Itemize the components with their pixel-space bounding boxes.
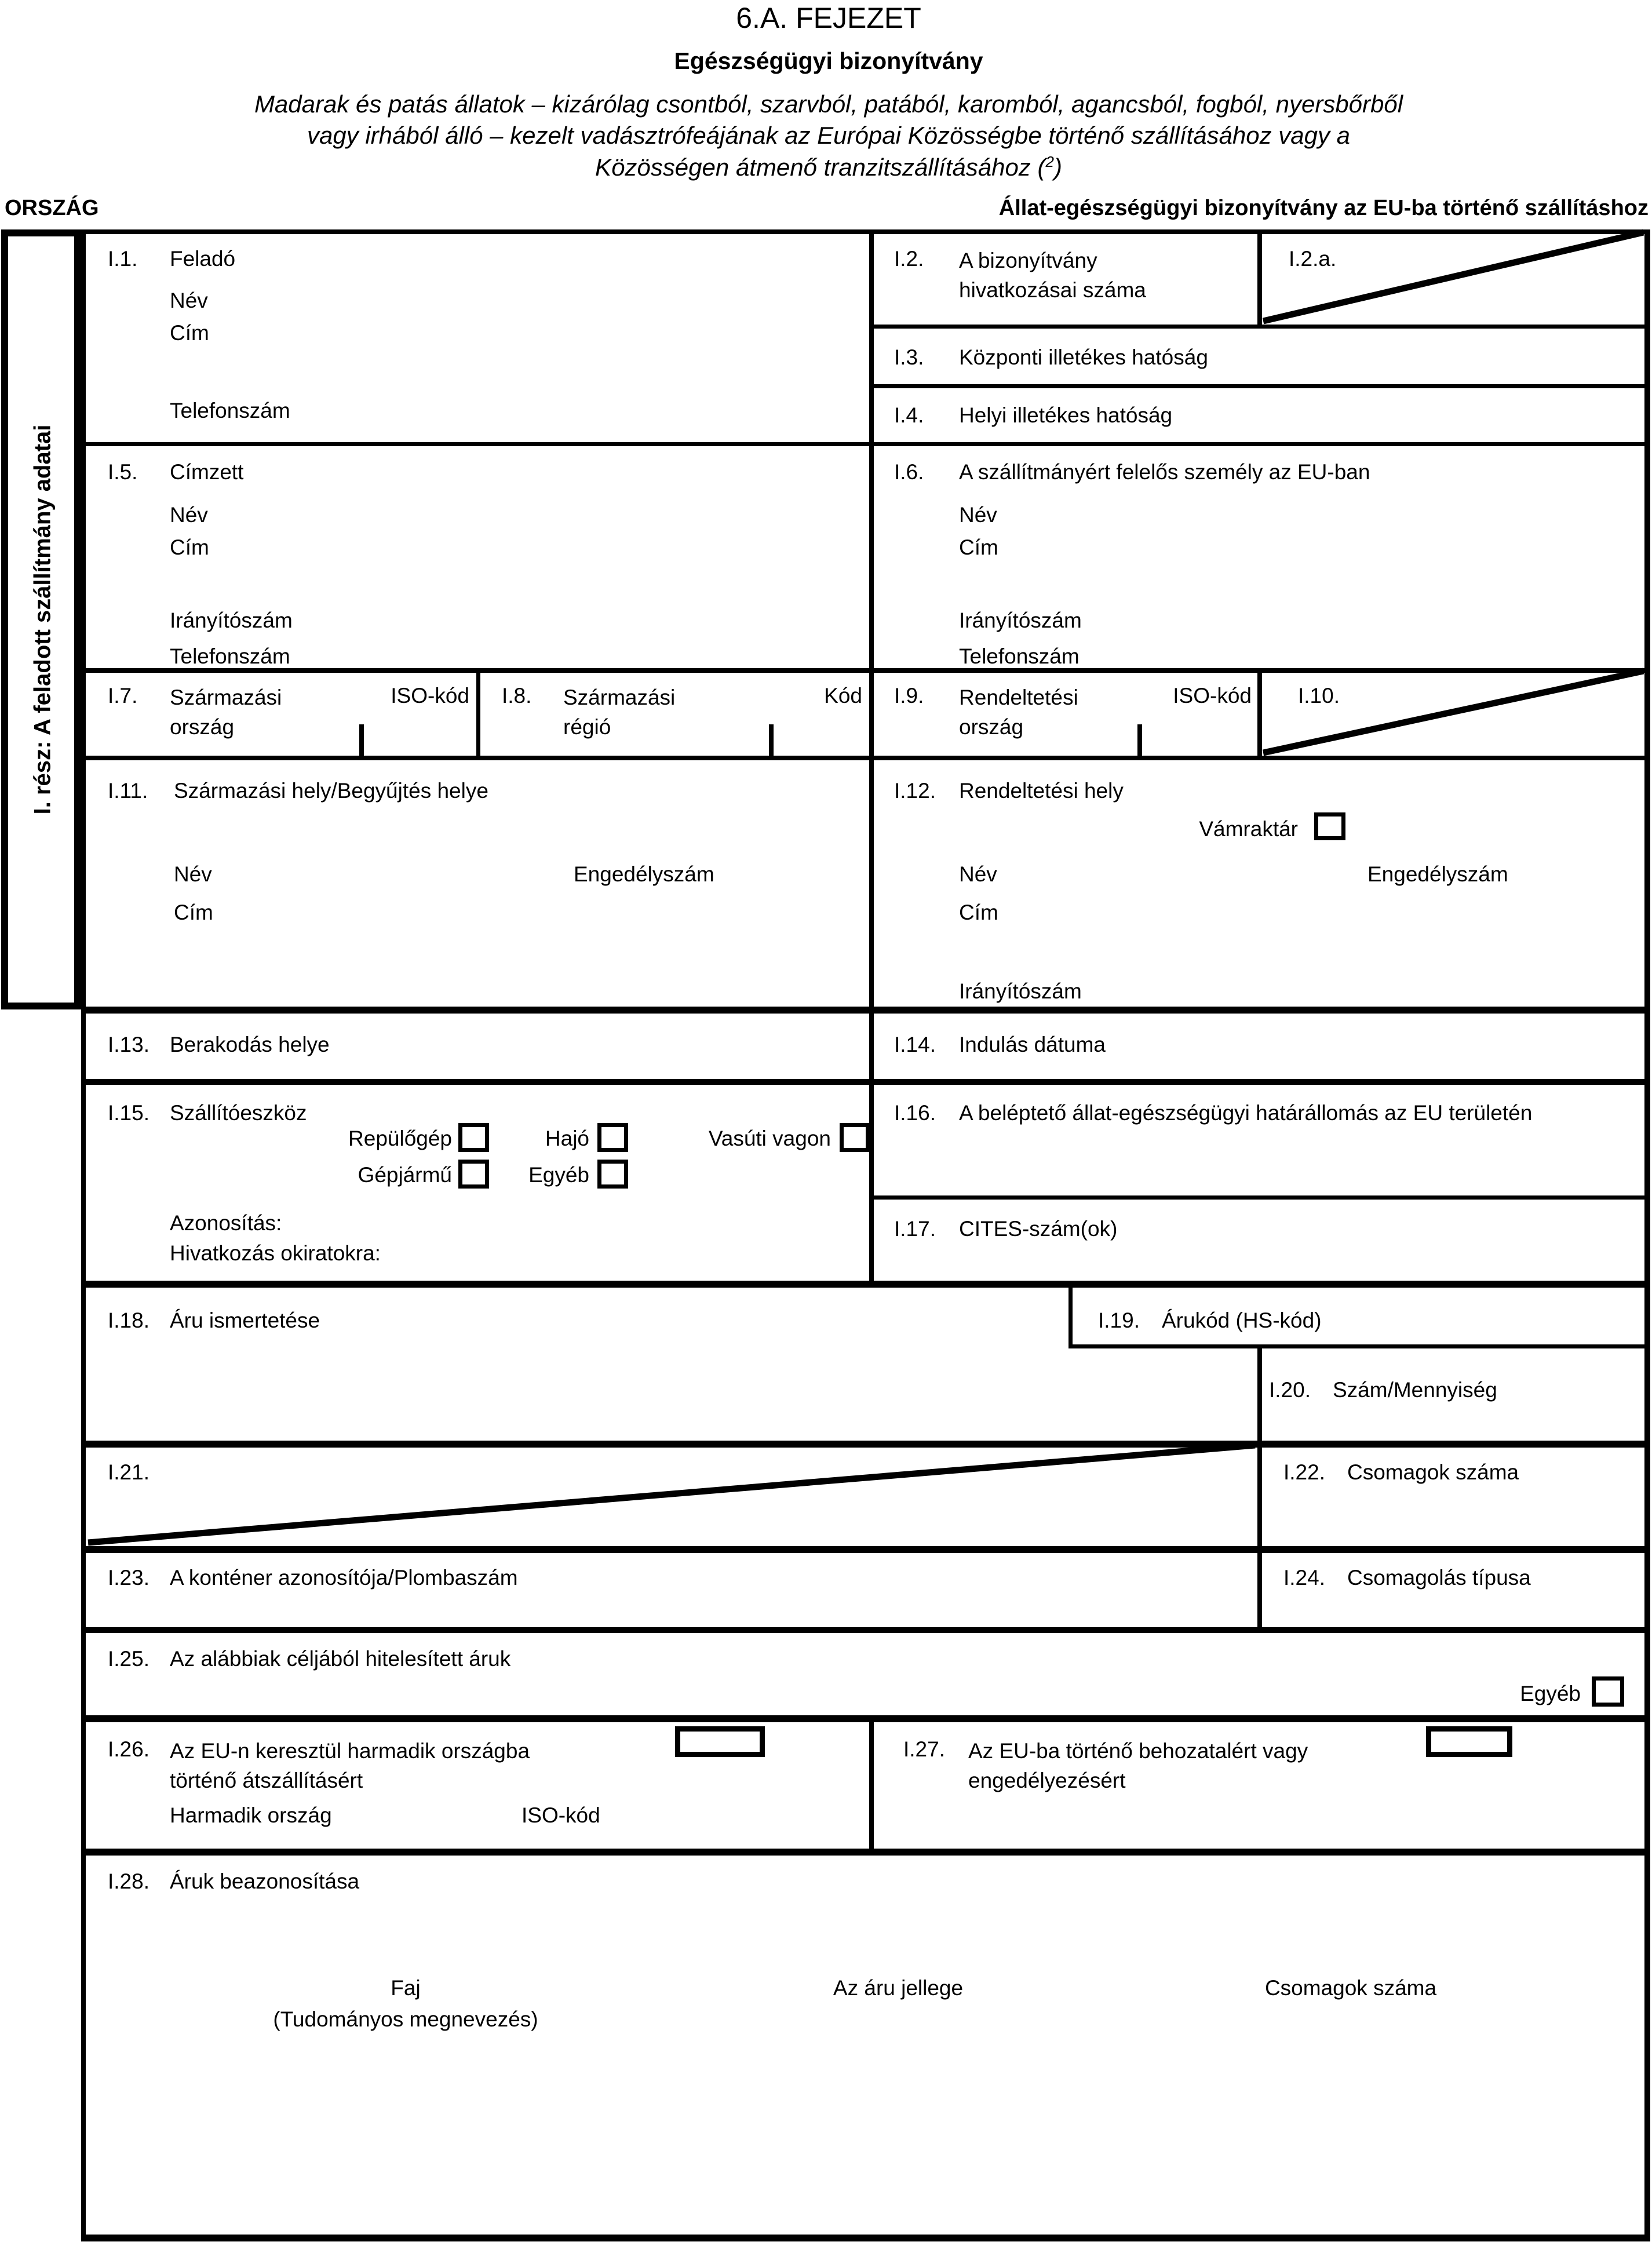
field-i1-label: Feladó — [170, 247, 236, 271]
certificate-title: Egészségügyi bizonyítvány — [674, 48, 983, 74]
i15-road-vehicle-checkbox[interactable] — [458, 1160, 489, 1189]
certificate-type-header: Állat-egészségügyi bizonyítvány az EU-ba történő szállításhoz — [998, 196, 1649, 220]
field-i1-address-label: Cím — [170, 321, 209, 345]
description-line3-post: ) — [1053, 154, 1062, 181]
country-label: ORSZÁG — [5, 196, 99, 220]
field-i18-number: I.18. — [108, 1308, 149, 1332]
field-i26-label-line1: Az EU-n keresztül harmadik országba — [170, 1739, 530, 1763]
i26-transit-checkbox[interactable] — [675, 1726, 765, 1757]
field-i3-number: I.3. — [894, 345, 924, 369]
field-i7-number: I.7. — [108, 684, 138, 708]
field-i12-postcode-label: Irányítószám — [959, 979, 1082, 1003]
field-i1-phone-label: Telefonszám — [170, 399, 290, 422]
field-i15-doc-ref-label: Hivatkozás okiratokra: — [170, 1241, 381, 1265]
field-i2-number: I.2. — [894, 247, 924, 271]
field-i11-number: I.11. — [108, 779, 148, 803]
field-i6-name-label: Név — [959, 503, 997, 527]
field-i9-label-line2: ország — [959, 715, 1024, 739]
field-i3-label: Központi illetékes hatóság — [959, 345, 1208, 369]
field-i26-third-country-label: Harmadik ország — [170, 1803, 332, 1827]
field-i15-other-label: Egyéb — [528, 1163, 589, 1187]
footnote-reference: 2 — [1045, 153, 1054, 170]
field-i2-label — [959, 246, 1146, 305]
field-i15-number: I.15. — [108, 1101, 149, 1125]
field-i23-label: A konténer azonosítója/Plombaszám — [170, 1566, 518, 1590]
field-i2a-number: I.2.a. — [1289, 247, 1337, 271]
field-i25-other-label: Egyéb — [1520, 1682, 1581, 1705]
field-i23-number: I.23. — [108, 1566, 149, 1590]
field-i7-iso-label: ISO-kód — [391, 684, 469, 708]
field-i1-number: I.1. — [108, 247, 138, 271]
field-i1-name-label: Név — [170, 289, 208, 312]
i28-col-species-header: Faj — [391, 1976, 421, 2000]
field-i6-number: I.6. — [894, 460, 924, 484]
field-i11-permit-label: Engedélyszám — [574, 862, 714, 886]
field-i14-label: Indulás dátuma — [959, 1033, 1106, 1056]
field-i15-identification-label: Azonosítás: — [170, 1211, 282, 1235]
field-i18-label: Áru ismertetése — [170, 1308, 320, 1332]
field-i16-label: A beléptető állat-egészségügyi határállomás az EU területén — [959, 1101, 1533, 1125]
field-i26-label — [170, 1736, 530, 1795]
i15-other-checkbox[interactable] — [597, 1160, 628, 1189]
description-line3-pre: Közösségen átmenő tranzitszállításához ( — [595, 154, 1046, 181]
field-i7-label — [170, 683, 282, 742]
field-i2-label-line2: hivatkozásai száma — [959, 278, 1146, 302]
field-i5-number: I.5. — [108, 460, 138, 484]
field-i4-number: I.4. — [894, 403, 924, 427]
field-i8-label — [563, 683, 675, 742]
field-i14-number: I.14. — [894, 1033, 936, 1056]
field-i12-number: I.12. — [894, 779, 936, 803]
field-i27-number: I.27. — [903, 1737, 945, 1761]
chapter-title: 6.A. FEJEZET — [736, 2, 921, 34]
field-i5-phone-label: Telefonszám — [170, 644, 290, 668]
field-i24-label: Csomagolás típusa — [1347, 1566, 1531, 1590]
field-i21-number: I.21. — [108, 1460, 149, 1484]
i25-other-checkbox[interactable] — [1592, 1676, 1624, 1707]
field-i24-number: I.24. — [1283, 1566, 1325, 1590]
field-i9-label-line1: Rendeltetési — [959, 686, 1078, 709]
field-i27-label-line2: engedélyezésért — [968, 1769, 1126, 1793]
i12-customs-warehouse-checkbox[interactable] — [1314, 812, 1345, 840]
i27-import-checkbox[interactable] — [1426, 1726, 1512, 1757]
field-i12-permit-label: Engedélyszám — [1367, 862, 1508, 886]
field-i15-road-vehicle-label: Gépjármű — [358, 1163, 452, 1187]
field-i8-label-line1: Származási — [563, 686, 676, 709]
field-i11-name-label: Név — [174, 862, 212, 886]
field-i7-label-line1: Származási — [170, 686, 282, 709]
field-i13-number: I.13. — [108, 1033, 149, 1056]
field-i20-number: I.20. — [1269, 1378, 1311, 1402]
field-i28-label: Áruk beazonosítása — [170, 1869, 360, 1893]
field-i26-iso-label: ISO-kód — [522, 1803, 600, 1827]
field-i19-number: I.19. — [1098, 1308, 1140, 1332]
description-line2: vagy irhából álló – kezelt vadásztrófeájának az Európai Közösségbe történő szállításához vagy a — [307, 122, 1351, 149]
field-i12-label: Rendeltetési hely — [959, 779, 1124, 803]
field-i22-number: I.22. — [1283, 1460, 1325, 1484]
field-i9-iso-label: ISO-kód — [1173, 684, 1252, 708]
i28-col-nature-header: Az áru jellege — [833, 1976, 964, 2000]
field-i15-railway-label: Vasúti vagon — [708, 1127, 831, 1150]
field-i11-address-label: Cím — [174, 901, 213, 924]
field-i6-phone-label: Telefonszám — [959, 644, 1080, 668]
field-i6-postcode-label: Irányítószám — [959, 608, 1082, 632]
diagonal-strike-i21 — [88, 1445, 1255, 1543]
i28-col-packages-header: Csomagok száma — [1264, 1976, 1437, 2000]
field-i11-label: Származási hely/Begyűjtés helye — [174, 779, 488, 803]
field-i8-code-label: Kód — [824, 684, 862, 708]
description-line1: Madarak és patás állatok – kizárólag csontból, szarvból, patából, karomból, agancsból, fogból, nyersbőrből — [254, 90, 1403, 118]
field-i5-postcode-label: Irányítószám — [170, 608, 293, 632]
field-i19-label: Árukód (HS-kód) — [1162, 1308, 1322, 1332]
field-i27-label-line1: Az EU-ba történő behozatalért vagy — [968, 1739, 1308, 1763]
field-i6-label: A szállítmányért felelős személy az EU-ban — [959, 460, 1370, 484]
field-i5-name-label: Név — [170, 503, 208, 527]
field-i6-address-label: Cím — [959, 535, 998, 559]
field-i27-label — [968, 1736, 1308, 1795]
field-i12-customs-warehouse-label: Vámraktár — [1199, 817, 1298, 841]
field-i22-label: Csomagok száma — [1347, 1460, 1519, 1484]
field-i17-number: I.17. — [894, 1217, 936, 1241]
i28-col-species-subheader: (Tudományos megnevezés) — [273, 2007, 538, 2031]
i15-railway-wagon-checkbox[interactable] — [840, 1123, 870, 1152]
i15-plane-checkbox[interactable] — [458, 1123, 489, 1152]
field-i12-name-label: Név — [959, 862, 997, 886]
field-i15-label: Szállítóeszköz — [170, 1101, 307, 1125]
field-i7-label-line2: ország — [170, 715, 235, 739]
field-i9-label — [959, 683, 1078, 742]
field-i25-number: I.25. — [108, 1647, 149, 1671]
field-i8-label-line2: régió — [563, 715, 611, 739]
field-i16-number: I.16. — [894, 1101, 936, 1125]
field-i17-label: CITES-szám(ok) — [959, 1217, 1118, 1241]
field-i5-label: Címzett — [170, 460, 244, 484]
i15-ship-checkbox[interactable] — [597, 1123, 628, 1152]
field-i15-plane-label: Repülőgép — [348, 1127, 452, 1150]
field-i8-number: I.8. — [502, 684, 532, 708]
field-i28-number: I.28. — [108, 1869, 149, 1893]
field-i26-number: I.26. — [108, 1737, 149, 1761]
field-i9-number: I.9. — [894, 684, 924, 708]
field-i25-label: Az alábbiak céljából hitelesített áruk — [170, 1647, 511, 1671]
field-i20-label: Szám/Mennyiség — [1333, 1378, 1497, 1402]
field-i26-label-line2: történő átszállításért — [170, 1769, 363, 1793]
field-i13-label: Berakodás helye — [170, 1033, 330, 1056]
field-i10-number: I.10. — [1298, 684, 1340, 708]
field-i12-address-label: Cím — [959, 901, 998, 924]
part1-sidebar-label: I. rész: A feladott szállítmány adatai — [30, 424, 56, 815]
field-i5-address-label: Cím — [170, 535, 209, 559]
field-i15-ship-label: Hajó — [545, 1127, 589, 1150]
field-i4-label: Helyi illetékes hatóság — [959, 403, 1173, 427]
field-i2-label-line1: A bizonyítvány — [959, 249, 1097, 272]
